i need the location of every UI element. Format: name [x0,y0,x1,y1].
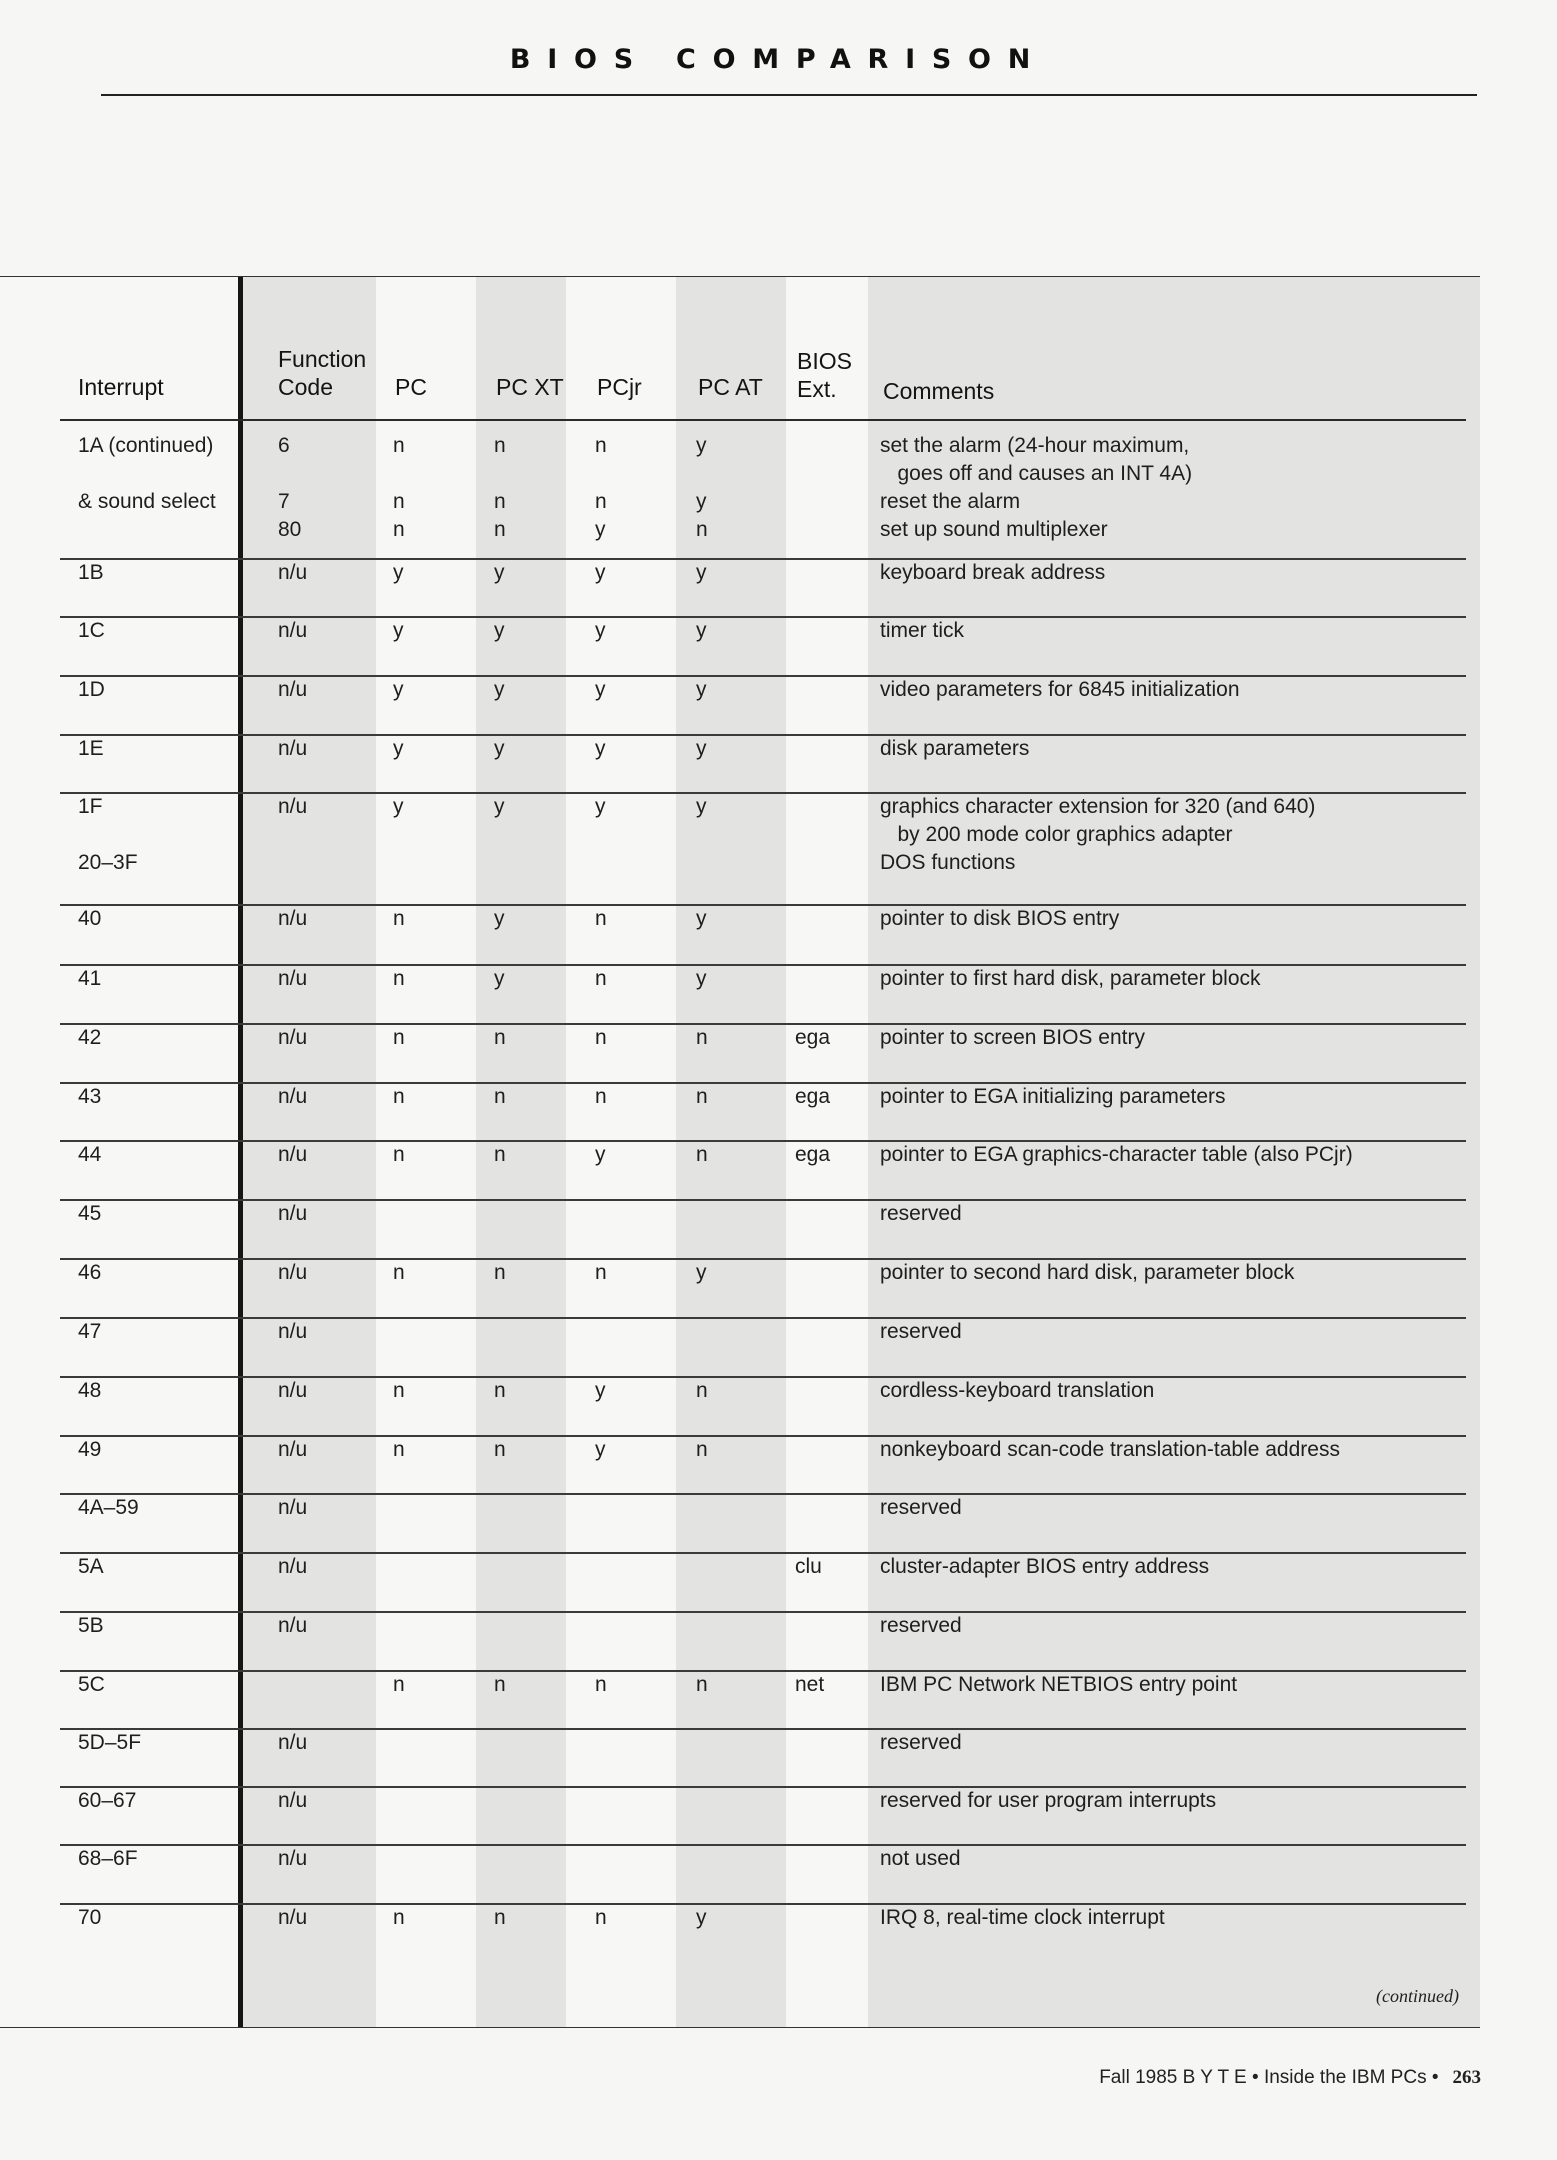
pc-cell: n [393,1026,405,1049]
function-code-cell: n/u [278,1906,308,1929]
comment-cell: pointer to first hard disk, parameter block [880,967,1261,990]
function-code-cell: n/u [278,1496,308,1519]
pcat-cell: n [696,1085,708,1108]
interrupt-cell: 1D [78,678,105,701]
pcat-cell: y [696,678,707,701]
header-bios-ext: BIOS Ext. [797,348,852,402]
pc-cell: n [393,1673,405,1696]
interrupt-cell: 5C [78,1673,105,1696]
comment-cell: pointer to EGA initializing parameters [880,1085,1226,1108]
bios-ext-cell: ega [795,1085,831,1108]
row-divider [60,616,1466,618]
pcat-cell: y y n [696,434,708,541]
pcxt-cell: n n n [494,434,506,541]
function-code-cell: n/u [278,1379,308,1402]
continued-note: (continued) [1376,1986,1459,2006]
comment-cell: graphics character extension for 320 (and 640) by 200 mode color graphics adapter DOS functions [880,795,1316,874]
function-code-cell: n/u [278,795,308,818]
interrupt-cell: 40 [78,907,102,930]
comment-cell: reserved [880,1496,962,1519]
comment-cell: timer tick [880,619,964,642]
interrupt-cell: 1B [78,561,104,584]
pc-cell: y [393,561,404,584]
comment-cell: reserved [880,1202,962,1225]
pcjr-cell: y [595,678,606,701]
comment-cell: keyboard break address [880,561,1106,584]
pcjr-cell: y [595,737,606,760]
interrupt-cell: 1A (continued) & sound select [78,434,216,513]
pc-cell: n [393,1379,405,1402]
page-number: 263 [1452,2067,1481,2088]
pcxt-cell: n [494,1026,506,1049]
header-pcxt: PC XT [496,374,564,400]
footer-text: Fall 1985 B Y T E • Inside the IBM PCs • [1099,2067,1439,2088]
row-divider [60,1317,1466,1319]
header-function-code: Function Code [278,346,367,400]
header-interrupt: Interrupt [78,374,164,400]
pc-cell: n [393,907,405,930]
pcat-cell: y [696,1906,707,1929]
function-code-cell: n/u [278,619,308,642]
comment-cell: pointer to second hard disk, parameter block [880,1261,1295,1284]
interrupt-cell: 60–67 [78,1789,137,1812]
comment-cell: pointer to EGA graphics-character table (also PCjr) [880,1143,1353,1166]
pcjr-cell: y [595,1438,606,1461]
pcat-cell: y [696,967,707,990]
comment-cell: IRQ 8, real-time clock interrupt [880,1906,1165,1929]
pcjr-cell: n [595,1085,607,1108]
pcjr-cell: n n y [595,434,607,541]
row-divider [60,558,1466,560]
pcxt-cell: y [494,678,505,701]
comment-cell: cluster-adapter BIOS entry address [880,1555,1210,1578]
pcat-cell: n [696,1143,708,1166]
pc-cell: n [393,1143,405,1166]
interrupt-cell: 47 [78,1320,102,1343]
interrupt-cell: 5D–5F [78,1731,142,1754]
pc-cell: y [393,737,404,760]
pcjr-cell: y [595,619,606,642]
interrupt-cell: 1C [78,619,105,642]
interrupt-cell: 43 [78,1085,102,1108]
pcxt-cell: y [494,737,505,760]
comment-cell: pointer to screen BIOS entry [880,1026,1145,1049]
interrupt-cell: 68–6F [78,1847,138,1870]
function-code-cell: n/u [278,1731,308,1754]
pcat-cell: y [696,907,707,930]
page-title: BIOS COMPARISON [509,44,1048,75]
function-code-cell: n/u [278,737,308,760]
pc-cell: n [393,1261,405,1284]
pcxt-column-shade [476,277,566,2027]
pcxt-cell: y [494,619,505,642]
comment-cell: cordless-keyboard translation [880,1379,1155,1402]
pc-cell: n n n [393,434,405,541]
function-code-column-shade [241,277,376,2027]
comment-cell: set the alarm (24-hour maximum, goes off and causes an INT 4A) reset the alarm set up sound multiplexer [880,434,1193,541]
row-divider [60,734,1466,736]
pcxt-cell: n [494,1673,506,1696]
pcat-cell: y [696,1261,707,1284]
row-divider [60,1493,1466,1495]
comment-cell: reserved [880,1614,962,1637]
pcat-cell: n [696,1026,708,1049]
pcjr-cell: y [595,1379,606,1402]
comment-cell: IBM PC Network NETBIOS entry point [880,1673,1238,1696]
bios-ext-cell: ega [795,1143,831,1166]
row-divider [60,1552,1466,1554]
header-rule [101,94,1477,96]
row-divider [60,1786,1466,1788]
bios-comparison-table [0,276,1480,2028]
interrupt-cell: 49 [78,1438,102,1461]
function-code-cell: n/u [278,1026,308,1049]
pcxt-cell: y [494,795,505,818]
function-code-cell: n/u [278,1555,308,1578]
function-code-cell: n/u [278,1320,308,1343]
header-pc: PC [395,374,427,400]
pcxt-cell: n [494,1906,506,1929]
bios-ext-cell: ega [795,1026,831,1049]
interrupt-cell: 70 [78,1906,102,1929]
row-divider [60,904,1466,906]
comment-cell: reserved [880,1320,962,1343]
header-comments: Comments [883,378,995,404]
row-divider [60,1611,1466,1613]
pcat-cell: n [696,1673,708,1696]
function-code-cell: 6 7 80 [278,434,302,541]
header-pcat: PC AT [698,374,763,400]
pcat-column-shade [676,277,786,2027]
pcxt-cell: n [494,1085,506,1108]
pc-cell: n [393,1906,405,1929]
function-code-cell: n/u [278,1614,308,1637]
pcxt-cell: n [494,1143,506,1166]
pc-cell: n [393,1438,405,1461]
comment-cell: reserved for user program interrupts [880,1789,1217,1812]
row-divider [60,1844,1466,1846]
interrupt-cell: 42 [78,1026,102,1049]
pc-cell: y [393,678,404,701]
comment-cell: nonkeyboard scan-code translation-table address [880,1438,1340,1461]
interrupt-cell: 5A [78,1555,104,1578]
interrupt-cell: 5B [78,1614,104,1637]
function-code-cell: n/u [278,1847,308,1870]
pcjr-cell: n [595,1906,607,1929]
pcat-cell: y [696,619,707,642]
bios-ext-cell: net [795,1673,825,1696]
function-code-cell: n/u [278,1438,308,1461]
interrupt-divider [238,277,243,2027]
row-divider [60,1903,1466,1905]
pc-cell: n [393,1085,405,1108]
comment-cell: pointer to disk BIOS entry [880,907,1120,930]
pcxt-cell: n [494,1261,506,1284]
function-code-cell: n/u [278,1143,308,1166]
pcat-cell: y [696,561,707,584]
comment-cell: reserved [880,1731,962,1754]
header-underline [60,419,1466,421]
interrupt-cell: 44 [78,1143,102,1166]
page-footer [1099,2067,1481,2089]
row-divider [60,1728,1466,1730]
function-code-cell: n/u [278,1202,308,1225]
pcjr-cell: n [595,967,607,990]
function-code-cell: n/u [278,678,308,701]
pcxt-cell: y [494,907,505,930]
function-code-cell: n/u [278,907,308,930]
pcxt-cell: n [494,1379,506,1402]
row-divider [60,1082,1466,1084]
pcjr-cell: n [595,907,607,930]
function-code-cell: n/u [278,1789,308,1812]
pc-cell: y [393,795,404,818]
function-code-cell: n/u [278,561,308,584]
interrupt-cell: 1F 20–3F [78,795,138,874]
header-pcjr: PCjr [597,374,642,400]
function-code-cell: n/u [278,1085,308,1108]
function-code-cell: n/u [278,967,308,990]
pc-cell: y [393,619,404,642]
pcxt-cell: y [494,967,505,990]
pcjr-cell: y [595,1143,606,1166]
pcjr-cell: y [595,561,606,584]
comment-cell: disk parameters [880,737,1030,760]
row-divider [60,1023,1466,1025]
pcxt-cell: y [494,561,505,584]
interrupt-cell: 45 [78,1202,102,1225]
row-divider [60,675,1466,677]
comment-cell: not used [880,1847,961,1870]
row-divider [60,1376,1466,1378]
comment-cell: video parameters for 6845 initialization [880,678,1240,701]
pcat-cell: y [696,737,707,760]
pcjr-cell: y [595,795,606,818]
interrupt-cell: 41 [78,967,102,990]
pcat-cell: n [696,1379,708,1402]
pcjr-cell: n [595,1026,607,1049]
row-divider [60,1199,1466,1201]
function-code-cell: n/u [278,1261,308,1284]
bios-ext-cell: clu [795,1555,822,1578]
row-divider [60,1670,1466,1672]
pcat-cell: y [696,795,707,818]
pcat-cell: n [696,1438,708,1461]
pcxt-cell: n [494,1438,506,1461]
interrupt-cell: 4A–59 [78,1496,139,1519]
interrupt-cell: 46 [78,1261,102,1284]
interrupt-cell: 48 [78,1379,102,1402]
pc-cell: n [393,967,405,990]
pcjr-cell: n [595,1673,607,1696]
pcjr-cell: n [595,1261,607,1284]
interrupt-cell: 1E [78,737,104,760]
